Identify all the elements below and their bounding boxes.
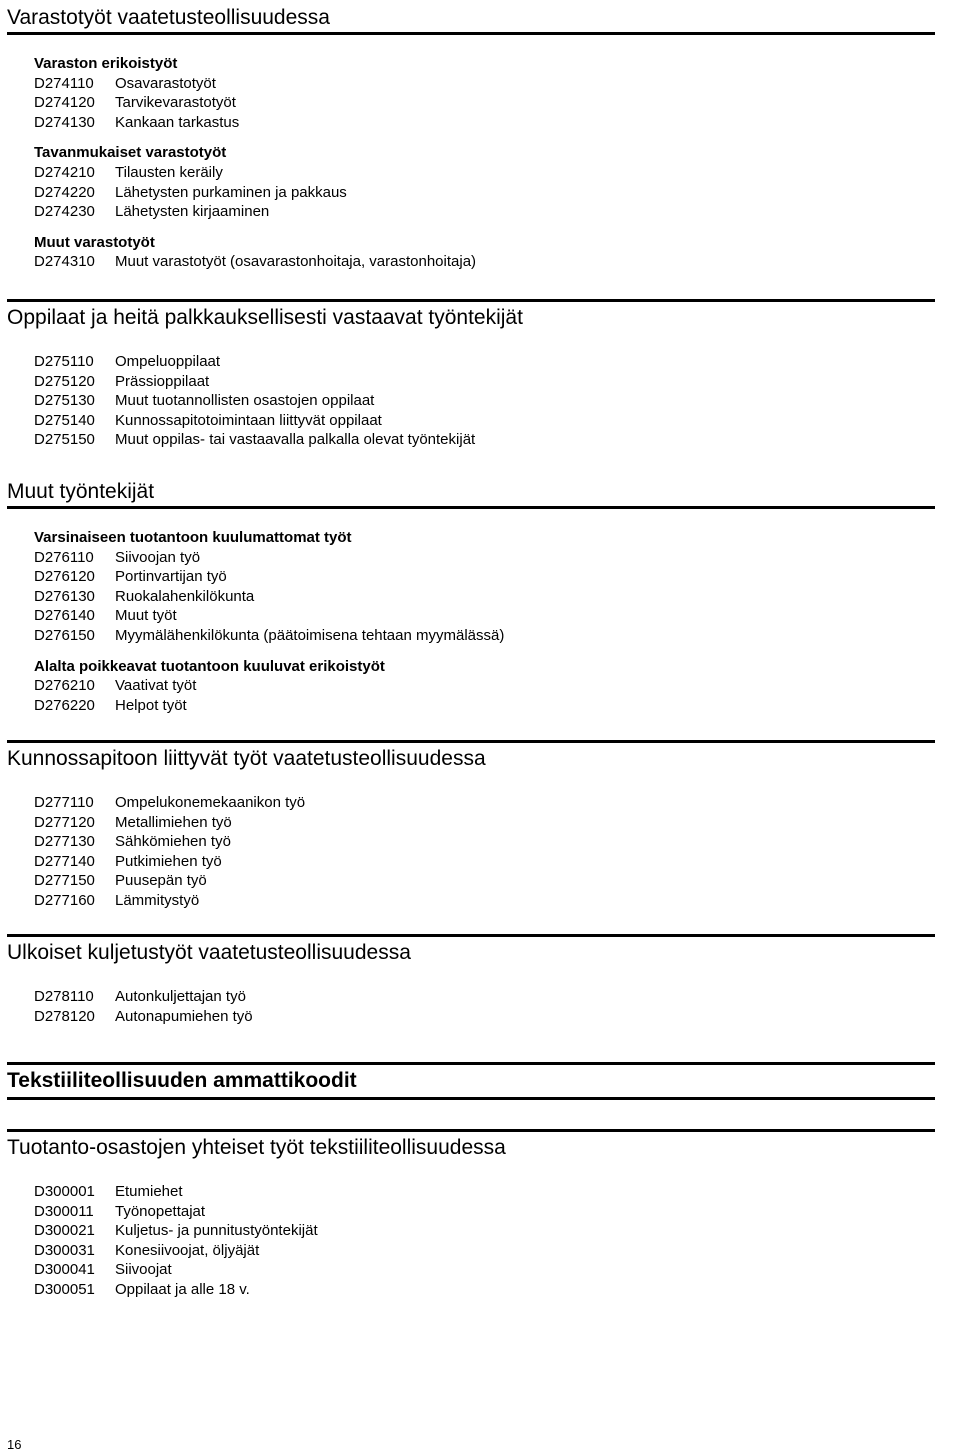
code: D278110 — [34, 988, 94, 1005]
code: D300001 — [34, 1183, 95, 1200]
section-tekstiili — [34, 1182, 914, 1300]
code: D274110 — [34, 74, 94, 92]
code: D274220 — [34, 183, 95, 201]
section-kunnossapito — [34, 793, 914, 911]
section-heading-tekstiili: Tuotanto-osastojen yhteiset työt tekstiiliteollisuudessa — [7, 1129, 935, 1162]
code-row — [34, 1241, 914, 1261]
code-row — [34, 391, 914, 411]
code-label: Siivoojan työ — [115, 548, 201, 566]
code: D275120 — [34, 372, 95, 390]
code: D276140 — [34, 607, 95, 625]
section-muut-tyontekijat — [34, 528, 914, 715]
section-heading-varastotyot: Varastotyöt vaatetusteollisuudessa — [7, 6, 935, 35]
section-heading-oppilaat: Oppilaat ja heitä palkkauksellisesti vastaavat työntekijät — [7, 299, 935, 332]
code-label: Ompeluoppilaat — [115, 353, 221, 370]
code: D277130 — [34, 833, 95, 851]
code-label: Helpot työt — [115, 696, 187, 714]
code-label: Putkimiehen työ — [115, 852, 222, 870]
code-label: Konesiivoojat, öljyäjät — [115, 1241, 260, 1259]
code: D274310 — [34, 253, 95, 271]
code-label: Lämmitystyö — [115, 891, 200, 909]
code-label: Ruokalahenkilökunta — [115, 587, 255, 605]
code-label: Tilausten keräily — [115, 163, 223, 181]
code-label: Työnopettajat — [115, 1202, 206, 1220]
group-heading: Muut varastotyöt — [34, 233, 155, 251]
code: D275150 — [34, 431, 95, 449]
code-row — [34, 1221, 914, 1241]
code-row — [34, 1280, 914, 1300]
main-heading-tekstiiliteollisuus: Tekstiiliteollisuuden ammattikoodit — [7, 1062, 935, 1100]
code-label: Muut työt — [115, 607, 177, 625]
code-label: Lähetysten kirjaaminen — [115, 203, 270, 221]
code-row — [34, 587, 914, 607]
code-row — [34, 1202, 914, 1222]
section-varastotyot — [34, 54, 914, 272]
code: D275130 — [34, 392, 95, 410]
code-row — [34, 1182, 914, 1202]
code-row — [34, 74, 914, 94]
code-label: Myymälähenkilökunta (päätoimisena tehtaan myymälässä) — [115, 626, 505, 644]
code-label: Autonapumiehen työ — [115, 1007, 253, 1025]
code-label: Oppilaat ja alle 18 v. — [115, 1280, 250, 1298]
code-label: Muut tuotannollisten osastojen oppilaat — [115, 392, 375, 410]
code-label: Vaativat työt — [115, 677, 197, 695]
code-row — [34, 252, 914, 272]
code-row — [34, 163, 914, 183]
code-row — [34, 567, 914, 587]
code-label: Ompelukonemekaanikon työ — [115, 794, 306, 811]
code: D274120 — [34, 94, 95, 112]
code-label: Kuljetus- ja punnitustyöntekijät — [115, 1222, 318, 1240]
code: D277150 — [34, 872, 95, 890]
code: D277140 — [34, 852, 95, 870]
code: D277120 — [34, 813, 95, 831]
code-row — [34, 1260, 914, 1280]
group-heading: Varaston erikoistyöt — [34, 55, 178, 72]
code-row — [34, 793, 914, 813]
section-heading-kunnossapito: Kunnossapitoon liittyvät työt vaatetusteollisuudessa — [7, 740, 935, 773]
code-label: Muut varastotyöt (osavarastonhoitaja, varastonhoitaja) — [115, 253, 477, 271]
code-label: Metallimiehen työ — [115, 813, 232, 831]
code-row — [34, 813, 914, 833]
code: D276120 — [34, 568, 95, 586]
code: D300021 — [34, 1222, 95, 1240]
code-row — [34, 372, 914, 392]
code: D300051 — [34, 1280, 95, 1298]
group-heading: Varsinaiseen tuotantoon kuulumattomat työt — [34, 529, 352, 546]
code-label: Osavarastotyöt — [115, 74, 216, 92]
code-label: Siivoojat — [115, 1261, 172, 1279]
code-row — [34, 93, 914, 113]
group-heading: Alalta poikkeavat tuotantoon kuuluvat erikoistyöt — [34, 657, 385, 675]
code: D274210 — [34, 163, 95, 181]
code-row — [34, 871, 914, 891]
code: D276150 — [34, 626, 95, 644]
code-row — [34, 832, 914, 852]
code-label: Lähetysten purkaminen ja pakkaus — [115, 183, 347, 201]
section-oppilaat — [34, 352, 914, 450]
code-label: Autonkuljettajan työ — [115, 988, 246, 1005]
code-row — [34, 548, 914, 568]
code-row — [34, 411, 914, 431]
code-row — [34, 352, 914, 372]
code: D300031 — [34, 1241, 95, 1259]
section-heading-muut-tyontekijat: Muut työntekijät — [7, 480, 935, 509]
code: D276130 — [34, 587, 95, 605]
code-row — [34, 626, 914, 646]
page-number: 16 — [7, 1437, 22, 1452]
code: D276220 — [34, 696, 95, 714]
code-label: Prässioppilaat — [115, 372, 210, 390]
code: D300011 — [34, 1202, 94, 1220]
section-heading-kuljetus: Ulkoiset kuljetustyöt vaatetusteollisuudessa — [7, 934, 935, 967]
code-row — [34, 202, 914, 222]
code: D277110 — [34, 794, 94, 811]
code: D275110 — [34, 353, 94, 370]
code-row — [34, 676, 914, 696]
code-label: Muut oppilas- tai vastaavalla palkalla olevat työntekijät — [115, 431, 476, 449]
code-row — [34, 430, 914, 450]
code: D276210 — [34, 677, 95, 695]
code-label: Tarvikevarastotyöt — [115, 94, 236, 112]
code: D277160 — [34, 891, 95, 909]
code-row — [34, 606, 914, 626]
code-row — [34, 1007, 914, 1027]
code-label: Kankaan tarkastus — [115, 113, 240, 131]
code-row — [34, 891, 914, 911]
code-row — [34, 987, 914, 1007]
code-label: Puusepän työ — [115, 872, 207, 890]
code: D276110 — [34, 548, 94, 566]
code: D274230 — [34, 203, 95, 221]
code-row — [34, 852, 914, 872]
code-row — [34, 696, 914, 716]
code-row — [34, 183, 914, 203]
code-label: Portinvartijan työ — [115, 568, 227, 586]
code: D275140 — [34, 411, 95, 429]
section-kuljetus — [34, 987, 914, 1026]
code: D274130 — [34, 113, 95, 131]
code: D278120 — [34, 1007, 95, 1025]
code-label: Sähkömiehen työ — [115, 833, 231, 851]
group-heading: Tavanmukaiset varastotyöt — [34, 144, 227, 162]
code-label: Etumiehet — [115, 1183, 183, 1200]
code-label: Kunnossapitotoimintaan liittyvät oppilaat — [115, 411, 382, 429]
code: D300041 — [34, 1261, 95, 1279]
code-row — [34, 113, 914, 133]
